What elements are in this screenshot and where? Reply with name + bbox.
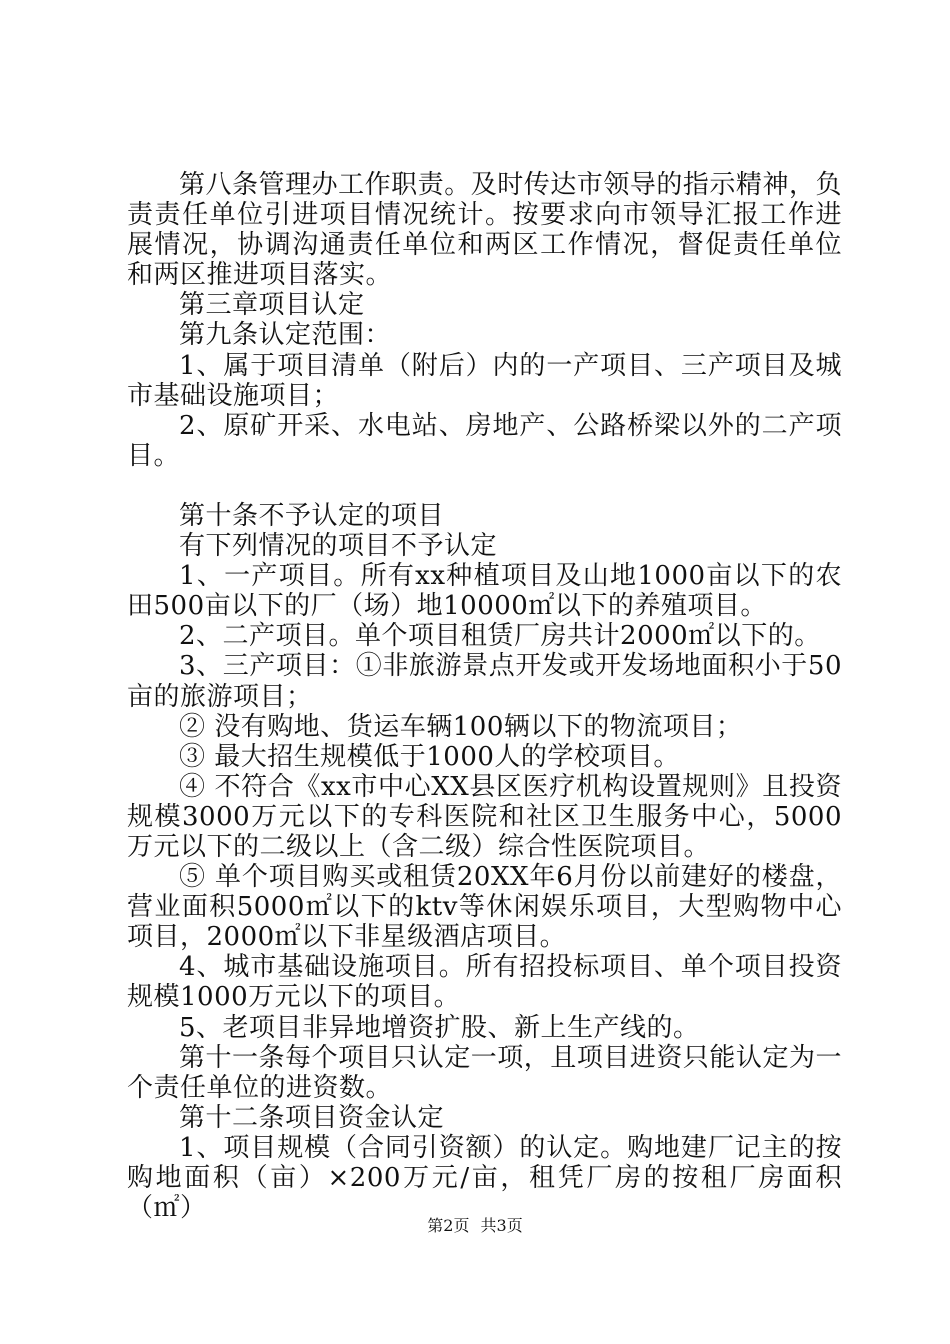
list-item: 1、项目规模（合同引资额）的认定。购地建厂记主的按购地面积（亩）×200万元/亩，租凭厂房的按租厂房面积（㎡） [127,1132,842,1224]
page-number: 第2页 [427,1216,470,1235]
page-total: 共3页 [480,1216,523,1235]
list-item: 1、属于项目清单（附后）内的一产项目、三产项目及城市基础设施项目； [127,350,842,411]
list-item: ② 没有购地、货运车辆100辆以下的物流项目； [179,711,743,742]
list-item: 2、二产项目。单个项目租赁厂房共计2000㎡以下的。 [179,621,821,652]
list-item: 3、三产项目：①非旅游景点开发或开发场地面积小于50亩的旅游项目； [127,651,842,712]
paragraph-article-10: 第十条不予认定的项目 [179,500,445,531]
list-item: 2、原矿开采、水电站、房地产、公路桥梁以外的二产项目。 [127,410,842,471]
document-body [127,170,842,1223]
paragraph-article-8: 第八条管理办工作职责。及时传达市领导的指示精神，负责责任单位引进项目情况统计。按要求向市领导汇报工作进展情况，协调沟通责任单位和两区工作情况，督促责任单位和两区推进项目落实。 [127,170,842,291]
list-item: 1、一产项目。所有xx种植项目及山地1000亩以下的农田500亩以下的厂（场）地10000㎡以下的养殖项目。 [127,561,842,622]
list-item: ③ 最大招生规模低于1000人的学校项目。 [179,741,680,772]
list-item: 4、城市基础设施项目。所有招投标项目、单个项目投资规模1000万元以下的项目。 [127,952,842,1013]
paragraph-intro: 有下列情况的项目不予认定 [179,531,498,562]
chapter-heading: 第三章项目认定 [179,290,365,321]
paragraph-article-9: 第九条认定范围： [179,320,392,351]
page-footer [0,1216,950,1236]
paragraph-article-12: 第十二条项目资金认定 [179,1102,445,1133]
list-item: ④ 不符合《xx市中心XX县区医疗机构设置规则》且投资规模3000万元以下的专科医院和社区卫生服务中心，5000万元以下的二级以上（含二级）综合性医院项目。 [127,771,842,862]
paragraph-article-11: 第十一条每个项目只认定一项，且项目进资只能认定为一个责任单位的进资数。 [127,1042,842,1103]
list-item: ⑤ 单个项目购买或租赁20XX年6月份以前建好的楼盘，营业面积5000㎡以下的ktv等休闲娱乐项目，大型购物中心项目，2000㎡以下非星级酒店项目。 [127,862,842,953]
list-item: 5、老项目非异地增资扩股、新上生产线的。 [179,1012,700,1043]
